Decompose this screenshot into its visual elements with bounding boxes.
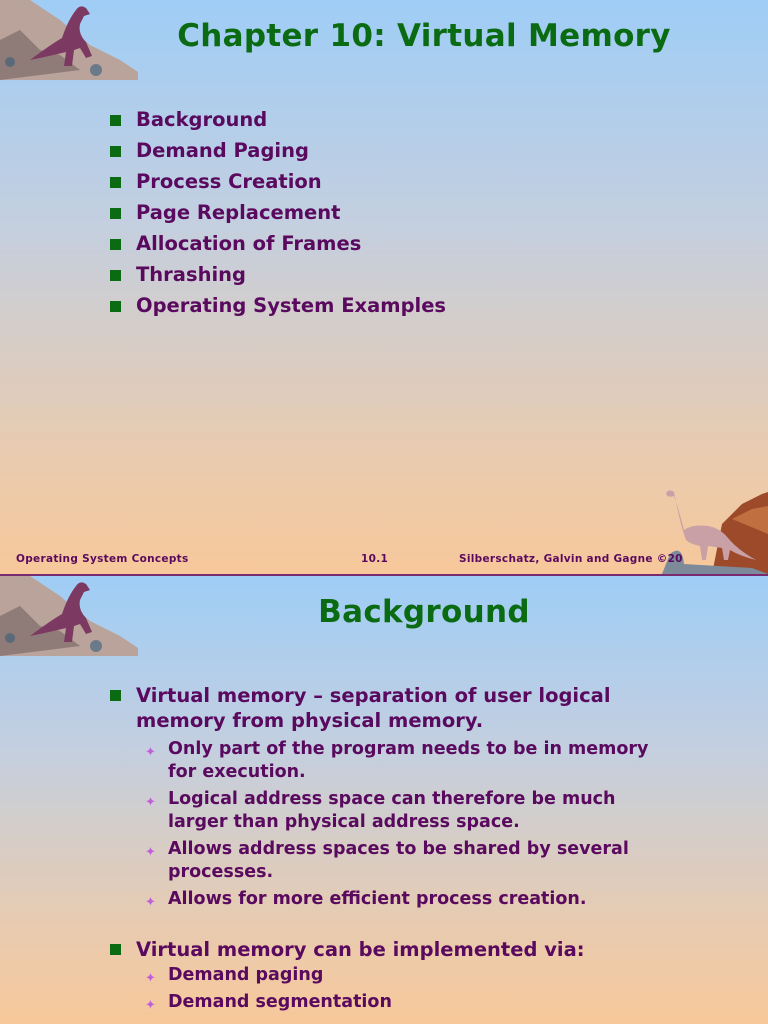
sub-list-item: ✦ Demand segmentation (136, 991, 708, 1014)
four-point-star-icon: ✦ (145, 795, 156, 810)
four-point-star-icon: ✦ (145, 998, 156, 1013)
page-title: Chapter 10: Virtual Memory (177, 18, 671, 54)
square-bullet-icon (110, 239, 121, 250)
sub-list (136, 738, 708, 911)
topic-list (108, 108, 446, 325)
four-point-star-icon: ✦ (145, 745, 156, 760)
list-item: Process Creation (108, 170, 446, 201)
background-list (108, 683, 708, 1014)
square-bullet-icon (110, 301, 121, 312)
footer-course: Operating System Concepts (16, 553, 189, 565)
list-item: Allocation of Frames (108, 232, 446, 263)
four-point-star-icon: ✦ (145, 895, 156, 910)
sub-list (136, 964, 708, 1014)
square-bullet-icon (110, 690, 121, 701)
sub-list-item: ✦ Allows for more efficient process creation. (136, 888, 708, 911)
four-point-star-icon: ✦ (145, 971, 156, 986)
sub-list-item: ✦ Logical address space can therefore be much larger than physical address space. (145, 789, 616, 832)
footer-page-number: 10.1 (361, 553, 389, 565)
list-item: Virtual memory – separation of user logical memory from physical memory. ✦ Only part of the program needs to be in memory for execution. ✦ Logical address space can therefore be much larger than physical address space. ✦ Allows address spaces to be shared by several processes. ✦ Allows for more efficient process creation. (108, 683, 708, 911)
square-bullet-icon (110, 146, 121, 157)
dinosaur-logo-icon (0, 0, 140, 80)
list-item: Page Replacement (108, 201, 446, 232)
list-item: Demand Paging (108, 139, 446, 170)
list-item: Thrashing (108, 263, 446, 294)
sub-list-item: ✦ Only part of the program needs to be in memory for execution. (145, 739, 649, 782)
four-point-star-icon: ✦ (145, 845, 156, 860)
list-item: Background (108, 108, 446, 139)
sub-list-item: ✦ Demand paging (136, 964, 708, 987)
footer-authors: Silberschatz, Galvin and Gagne ©20 (459, 553, 683, 565)
square-bullet-icon (110, 944, 121, 955)
slide-2 (0, 576, 768, 1024)
dinosaur-logo-icon (0, 576, 140, 656)
square-bullet-icon (110, 115, 121, 126)
square-bullet-icon (110, 208, 121, 219)
square-bullet-icon (110, 177, 121, 188)
sub-list-item: ✦ Allows address spaces to be shared by several processes. (145, 839, 629, 882)
square-bullet-icon (110, 270, 121, 281)
list-item: Operating System Examples (108, 294, 446, 325)
section-title: Background (318, 594, 530, 630)
list-item: Virtual memory can be implemented via: ✦ Demand paging ✦ Demand segmentation (108, 937, 708, 1014)
